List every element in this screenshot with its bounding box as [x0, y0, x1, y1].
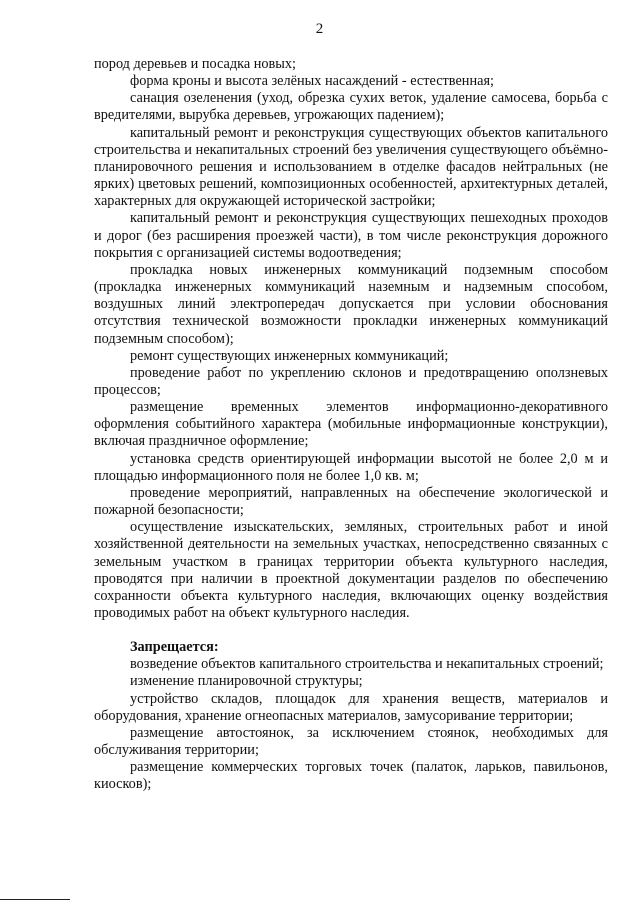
section-heading: Запрещается:	[130, 639, 219, 656]
prohibited-item: размещение коммерческих торговых точек (палаток, ларьков, павильонов, киосков);	[94, 759, 608, 793]
paragraph: капитальный ремонт и реконструкция существующих пешеходных проходов и дорог (без расширения проезжей части), в том числе реконструкция дорожного покрытия с организацией системы водоотведения;	[94, 210, 608, 261]
paragraph: проведение работ по укреплению склонов и предотвращению оползневых процессов;	[94, 364, 608, 398]
paragraph: размещение временных элементов информационно-декоративного оформления событийного характера (мобильные информационные конструкции), включая праздничное оформление;	[94, 399, 608, 450]
paragraph: осуществление изыскательских, земляных, строительных работ и иной хозяйственной деятельности на земельных участках, непосредственно связанных с земельным участком в границах территории объекта культурного наследия, проводятся при наличии в проектной документации разделов по обеспечению сохранности объекта культурного наследия, включающих оценку воздействия проводимых работ на объект культурного наследия.	[94, 519, 608, 621]
prohibited-item: устройство складов, площадок для хранения веществ, материалов и оборудования, хранение огнеопасных материалов, замусоривание территории;	[94, 690, 608, 724]
page-number: 2	[315, 21, 324, 37]
prohibited-item: возведение объектов капитального строительства и некапитальных строений;	[130, 656, 604, 673]
paragraph: форма кроны и высота зелёных насаждений - естественная;	[130, 73, 494, 90]
paragraph: прокладка новых инженерных коммуникаций подземным способом (прокладка инженерных коммуникаций наземным и надземным способом, воздушных линий электропередач допускается при условии обоснования отсутствия технической возможности прокладки инженерных коммуникаций подземным способом);	[94, 261, 608, 347]
document-body	[94, 56, 608, 794]
footnote-divider	[0, 899, 70, 900]
paragraph: капитальный ремонт и реконструкция существующих объектов капитального строительства и некапитальных строений без увеличения существующего объёмно-планировочного решения и использованием в отделке фасадов нейтральных (не ярких) цветовых решений, композиционных особенностей, архитектурных деталей, характерных для окружающей исторической застройки;	[94, 124, 608, 210]
paragraph: установка средств ориентирующей информации высотой не более 2,0 м и площадью информационного поля не более 1,0 кв. м;	[94, 450, 608, 484]
paragraph: проведение мероприятий, направленных на обеспечение экологической и пожарной безопасности;	[94, 484, 608, 519]
section-spacer	[94, 622, 608, 639]
paragraph-continuation: пород деревьев и посадка новых;	[94, 56, 297, 72]
paragraph: санация озеленения (уход, обрезка сухих веток, удаление самосева, борьба с вредителями, вырубка деревьев, угрожающих падением);	[94, 90, 608, 124]
paragraph: ремонт существующих инженерных коммуникаций;	[130, 347, 449, 364]
prohibited-item: изменение планировочной структуры;	[130, 673, 363, 690]
prohibited-item: размещение автостоянок, за исключением стоянок, необходимых для обслуживания территории;	[94, 724, 608, 759]
